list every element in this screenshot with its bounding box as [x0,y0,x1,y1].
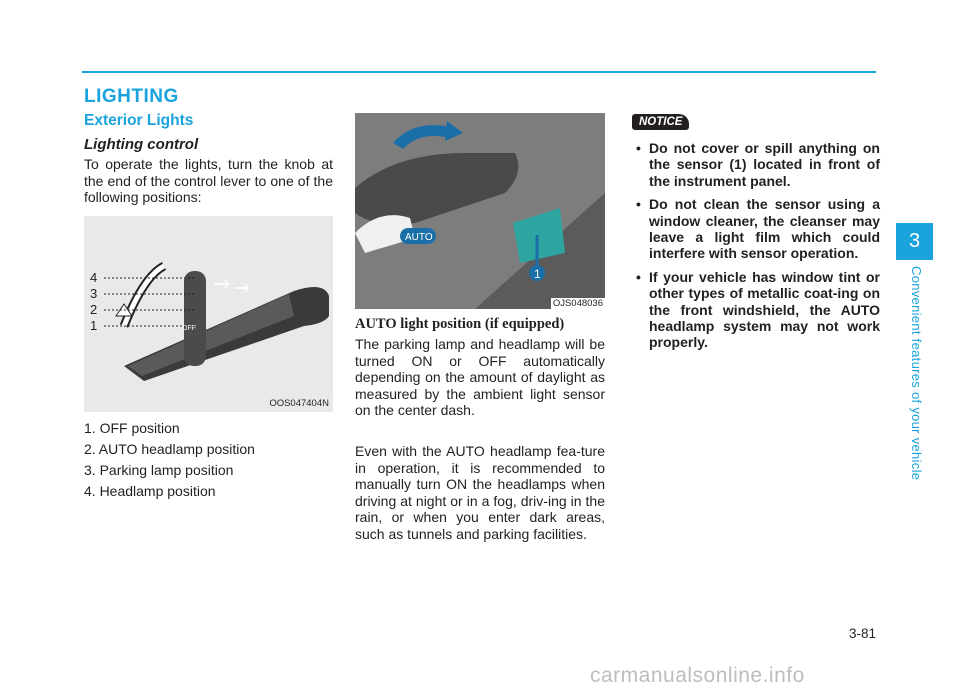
figure-code-left: OOS047404N [269,398,329,409]
notice-badge: NOTICE [632,114,689,130]
auto-light-paragraph: The parking lamp and headlamp will be turned ON or OFF automatically depending on the amount of daylight as measured by the ambient light sensor on the center dash. [355,336,605,418]
exterior-lights-heading: Exterior Lights [84,112,194,129]
control-lever-illustration [84,216,333,412]
position-4-marker: 4 [90,270,98,285]
list-item: 2. AUTO headlamp position [84,441,255,457]
list-item: 1. OFF position [84,420,180,436]
auto-sensor-illustration [355,113,605,309]
chapter-title: Convenient features of your vehicle [909,266,924,481]
intro-paragraph: To operate the lights, turn the knob at the end of the control lever to one of the following positions: [84,156,333,205]
lever-positions-figure [84,216,333,412]
list-item: 3. Parking lamp position [84,462,234,478]
auto-label: AUTO [405,232,433,243]
lever-positions-list [84,418,255,502]
auto-headlamp-recommendation: Even with the AUTO headlamp fea-ture in operation, it is recommended to manually turn ON the headlamps when driving at night or in a fog, driv-ing in the rain, or when you enter dark areas, such as tunnels and parking facilities. [355,443,605,542]
list-item: • Do not cover or spill anything on the sensor (1) located in front of the instrument panel. [632,140,880,189]
figure-code-middle: OJS048036 [552,298,603,309]
list-item: • If your vehicle has window tint or other types of metallic coat-ing on the front windshield, the AUTO headlamp system may not work properly. [632,269,880,351]
list-item: • Do not clean the sensor using a window cleaner, the cleanser may leave a light film which could interfere with sensor operation. [632,196,880,262]
section-title: LIGHTING [84,86,179,107]
lighting-control-subheading: Lighting control [84,136,199,153]
auto-light-heading: AUTO light position (if equipped) [355,316,565,332]
watermark: carmanualsonline.info [590,664,805,687]
chapter-number-tab: 3 [896,223,933,260]
position-2-marker: 2 [90,302,98,317]
notice-list [632,140,880,358]
header-rule [82,71,876,73]
page-number: 3-81 [848,626,876,641]
sensor-callout: 1 [534,267,541,281]
off-label: OFF [182,325,196,332]
position-3-marker: 3 [90,286,98,301]
list-item: 4. Headlamp position [84,483,216,499]
position-1-marker: 1 [90,318,98,333]
auto-sensor-figure [355,113,605,309]
